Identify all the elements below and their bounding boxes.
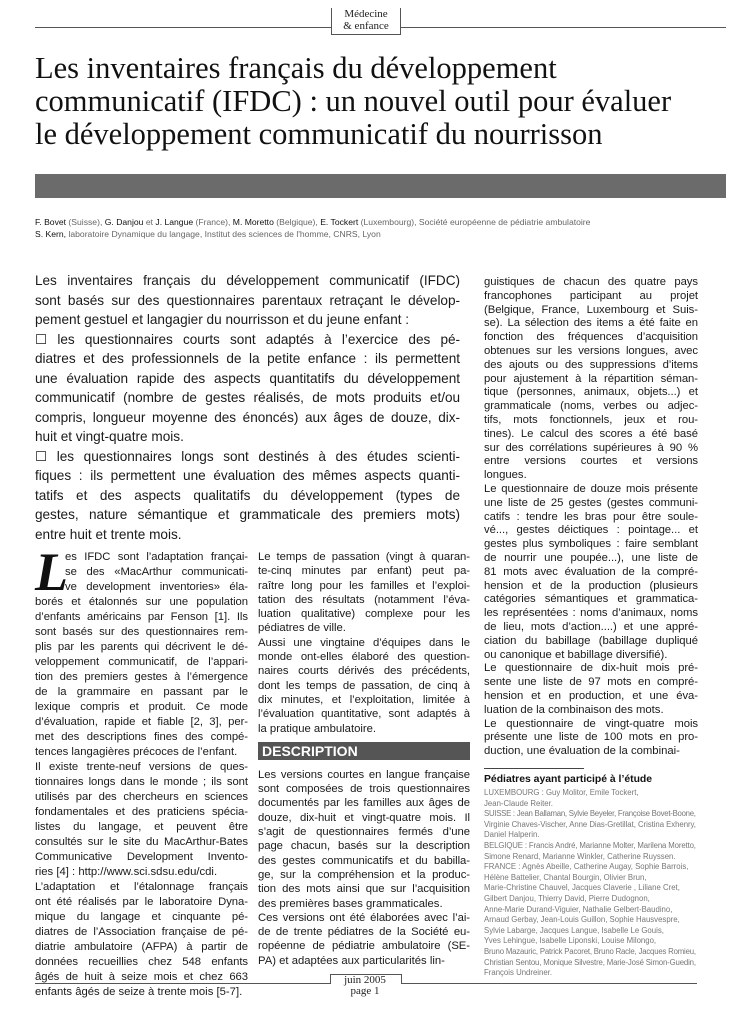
- text-line: Aussi une vingtaine d’équipes dans le: [258, 636, 470, 649]
- participant-line: Arnaud Gerbay, Jean-Louis Guillon, Sophie Hausvespre,: [484, 915, 680, 925]
- paragraph: [484, 718, 698, 759]
- participants-list: [484, 788, 698, 979]
- text-line: d’enfants américains par Fenson [1]. Ils: [35, 611, 248, 623]
- text-line: tences langagières précoces de l’enfant.: [35, 746, 238, 758]
- text-line: pédiatres de ville.: [258, 622, 346, 635]
- participants-box: [484, 768, 698, 979]
- authors-line-1: [35, 216, 590, 228]
- text-line: ries [4] : http://www.sci.sdsu.edu/cdi.: [35, 866, 218, 878]
- participant-line: SUISSE : Jean Ballaman, Sylvie Beyeler, Françoise Bovet-Boone,: [484, 809, 696, 819]
- text-line: vé..., gestes déictiques : pointage... et: [484, 524, 698, 537]
- author-affiliation: et: [143, 217, 156, 227]
- drop-cap: L: [35, 542, 68, 602]
- paragraph: [484, 662, 698, 717]
- text-line: diatres de l’Association française de pé-: [35, 926, 248, 938]
- text-line: monde ont-elles élaboré des question-: [258, 651, 470, 664]
- paragraph: [258, 911, 470, 968]
- author-name: M. Moretto: [232, 217, 274, 227]
- participant-line: Sylvie Labarge, Jacques Langue, Isabelle Le Gouis,: [484, 925, 664, 935]
- text-line: naires courts dérivés des précédents,: [258, 665, 470, 678]
- participant-line: Virginie Chaves-Vischer, Anne Dias-Gretillat, Cristina Exhenry,: [484, 819, 696, 829]
- participant-line: Yves Lehingue, Isabelle Liponski, Louise Milongo,: [484, 936, 657, 946]
- participant-line: Anne-Marie Durand-Viguier, Nathalie Gelbert-Baudino,: [484, 904, 673, 914]
- author-name: G. Danjou: [104, 217, 144, 227]
- text-line: listes du langage, et peuvent être: [35, 821, 248, 833]
- text-line: une évaluation rapide des aspects quantitatifs du développement: [35, 370, 460, 386]
- text-line: Les versions courtes en langue française: [258, 768, 470, 781]
- paragraph: [484, 276, 698, 483]
- text-line: PA) et adaptées aux particularités lin-: [258, 954, 445, 967]
- text-line: la pratique ambulatoire.: [258, 722, 377, 735]
- text-line: utilisés par des chercheurs en sciences: [35, 791, 248, 803]
- text-line: de lieu, mots d’action....) et une appré-: [484, 620, 698, 633]
- text-line: tique (personnes, animaux, objets...) et: [484, 386, 698, 399]
- text-line: huit et vingt-quatre mois.: [35, 429, 184, 444]
- text-line: luation de la combinaison des mots.: [484, 703, 664, 716]
- text-line: ☐ les questionnaires longs sont destinés à des études scienti-: [35, 448, 460, 464]
- authors: [35, 216, 590, 240]
- issue-date: juin 2005: [344, 974, 386, 986]
- text-line: L’adaptation et l’étalonnage français: [35, 881, 248, 893]
- author-name: S. Kern,: [35, 229, 67, 239]
- column-2-bottom: [258, 768, 470, 968]
- body-column-1: [35, 542, 248, 1000]
- paragraph: [35, 330, 460, 447]
- participant-line: Jean-Claude Reiter.: [484, 798, 553, 808]
- text-line: tatifs et des aspects qualitatifs du développement (types de: [35, 487, 460, 503]
- participant-line: Daniel Halperin.: [484, 830, 540, 840]
- participant-line: François Undreiner.: [484, 968, 553, 978]
- participant-line: Gilbert Danjou, Thierry David, Pierre Dudognon,: [484, 893, 650, 903]
- text-line: communicatif (nombre de gestes réalisés, de mots produits et/ou: [35, 390, 460, 405]
- text-line: raître long pour les familles et l’exploi-: [258, 579, 470, 592]
- magazine-name-line1: Médecine: [344, 8, 388, 20]
- participant-line: Marie-Christine Chauvel, Jacques Claverie , Liliane Cret,: [484, 883, 680, 893]
- text-line: diatrie ambulatoire (AFPA) à partir de: [35, 941, 248, 953]
- text-line: Le questionnaire de douze mois présente: [484, 482, 698, 495]
- text-line: longues.: [484, 469, 527, 482]
- text-line: francophones participant au projet: [484, 289, 698, 302]
- text-line: sont basés sur des questionnaires parentaux retraçant le dévelop-: [35, 292, 460, 308]
- participant-line: BELGIQUE : Francis André, Marianne Molter, Marilena Moretto,: [484, 840, 696, 850]
- text-line: entre huit et trente mois.: [35, 526, 182, 542]
- participant-line: Bruno Mazauric, Patrick Pacoret, Bruno Racle, Jacques Romieu,: [484, 946, 696, 956]
- author-affiliation: (Suisse),: [66, 217, 105, 227]
- text-line: ge, sur la compréhension et la produc-: [258, 868, 470, 881]
- text-line: ciation du babillage (babillage dupliqué: [484, 634, 698, 647]
- text-line: les représentées : noms d’animaux, noms: [484, 607, 698, 620]
- text-line: diatres et des professionnels de la petite enfance : ils permettent: [35, 351, 460, 366]
- text-line: grammaticale (noms, verbes ou adjec-: [484, 400, 698, 413]
- title-line: Les inventaires français du développement: [35, 51, 557, 85]
- text-line: dix minutes, et l’exploitation, limitée à: [258, 693, 470, 706]
- text-line: Le temps de passation (vingt à quaran-: [258, 551, 470, 563]
- text-line: mique du langage et cinquante pé-: [35, 911, 248, 923]
- page-number: page 1: [350, 985, 380, 997]
- text-line: duction, une évaluation de la combinai-: [484, 745, 680, 758]
- footer: [330, 975, 400, 999]
- text-line: es IFDC sont l’adaptation françai-: [65, 551, 248, 563]
- text-line: Ces versions ont été élaborées avec l’ai-: [258, 911, 470, 924]
- text-line: se des «MacArthur communicati-: [65, 566, 248, 578]
- paragraph: [35, 542, 248, 760]
- participant-line: FRANCE : Agnès Abeille, Catherine Augay, Sophie Barrois,: [484, 862, 689, 872]
- text-line: pement gestuel et langagier du nourrisson et du jeune enfant :: [35, 312, 410, 327]
- text-line: l’évaluation quantitative, sont adaptés à: [258, 708, 470, 721]
- text-line: compris, longueur moyenne des énoncés) aux âges de douze, dix-: [35, 409, 460, 425]
- text-line: catégories sémantiques et grammatica-: [484, 593, 698, 606]
- author-name: E. Tockert: [320, 217, 359, 227]
- text-line: ont été réalisés par le laboratoire Dyna-: [35, 896, 248, 908]
- paragraph: [35, 880, 248, 1000]
- author-name: F. Bovet: [35, 217, 67, 227]
- text-line: veloppement communicatif, de l’appari-: [35, 656, 248, 668]
- text-line: tifs, mots fonctionnels, jeux et rou-: [484, 413, 698, 426]
- author-affiliation: laboratoire Dynamique du langage, Institut des sciences de l'homme, CNRS, Lyon: [66, 229, 381, 239]
- text-line: Il existe trente-neuf versions de ques-: [35, 761, 248, 773]
- text-line: guistiques de chacun des quatre pays: [484, 276, 698, 288]
- text-line: sont composées de trois questionnaires: [258, 783, 470, 796]
- text-line: pour ajustement à la répartition séman-: [484, 372, 698, 385]
- text-line: douze, dix-huit et vingt-quatre mois. Il: [258, 811, 470, 824]
- text-line: tion des premiers gestes à l’émergence: [35, 671, 248, 683]
- text-line: borés et étalonnés sur une population: [35, 596, 248, 608]
- text-line: dont les temps de passation, de cinq à: [258, 679, 470, 692]
- text-line: catifs : tendre les bras pour être soule-: [484, 510, 698, 523]
- text-line: s’agit de questionnaires fermés d’une: [258, 826, 470, 839]
- text-line: ou canonique et babillage diversifié).: [484, 648, 668, 661]
- text-line: (Belgique, France, Luxembourg et Suis-: [484, 303, 698, 316]
- text-line: Le questionnaire de dix-huit mois pré-: [484, 662, 698, 675]
- text-line: te-cinq minutes par enfant) peut pa-: [258, 565, 470, 578]
- magazine-logo: [331, 8, 401, 35]
- text-line: fiques : ils permettent une évaluation des mêmes aspects quanti-: [35, 468, 460, 483]
- text-line: fondamentales et des praticiens spécia-: [35, 806, 248, 818]
- text-line: Communicative Development Invento-: [35, 851, 248, 863]
- text-line: Les inventaires français du développement communicatif (IFDC): [35, 273, 460, 288]
- paragraph: [258, 768, 470, 911]
- participant-line: Christian Sentou, Monique Silvestre, Marie-José Simon-Guedin,: [484, 957, 696, 967]
- text-line: tines). Le calcul des scores a été basé: [484, 427, 698, 440]
- text-line: une liste de 25 gestes (gestes communi-: [484, 496, 698, 509]
- title-line: le développement communicatif du nourrisson: [35, 117, 603, 151]
- text-line: luation qualitative) complexe pour les: [258, 608, 470, 621]
- title-divider-bar: [35, 174, 726, 198]
- column-2-top: [258, 550, 470, 736]
- paragraph: [35, 271, 460, 330]
- text-line: données recueillies chez 548 enfants: [35, 956, 248, 968]
- text-line: fonction des fréquences d’acquisition: [484, 331, 698, 344]
- paragraph: [258, 636, 470, 736]
- text-line: présente une liste de 100 mots en pro-: [484, 731, 698, 744]
- text-line: tionnaires longs dans le monde ; ils sont: [35, 776, 248, 788]
- text-line: sente une liste de 97 mots en compré-: [484, 676, 698, 689]
- text-line: de la grammaire en passant par le: [35, 686, 248, 698]
- author-affiliation: (France),: [193, 217, 233, 227]
- paragraph: [35, 447, 460, 545]
- author-affiliation: (Belgique),: [273, 217, 321, 227]
- text-line: tation des résultats (notamment l’éva-: [258, 593, 470, 606]
- text-line: se). La sélection des items a été faite en: [484, 317, 698, 330]
- section-heading-description: DESCRIPTION: [258, 742, 470, 760]
- text-line: sont basés sur des questionnaires rem-: [35, 626, 248, 638]
- text-line: documentés par les familles aux âges de: [258, 797, 470, 810]
- authors-line-2: [35, 228, 590, 240]
- text-line: ☐ les questionnaires courts sont adaptés à l’exercice des pé-: [35, 331, 460, 347]
- intro-abstract: [35, 271, 460, 544]
- text-line: 81 mots avec évaluation de la compré-: [484, 565, 698, 578]
- text-line: entre versions courtes et versions: [484, 455, 698, 468]
- paragraph: [258, 550, 470, 636]
- text-line: obtenues sur les versions longues, avec: [484, 344, 698, 357]
- text-line: lexique compris et produit. Ce mode: [35, 701, 248, 713]
- paragraph: [35, 760, 248, 880]
- text-line: d’évaluation, rapide et fiable [2, 3], per-: [35, 716, 248, 728]
- text-line: gestes, nature sémantique et grammaticale des premiers mots): [35, 507, 460, 522]
- author-name: J. Langue: [155, 217, 194, 227]
- text-line: Le questionnaire de vingt-quatre mois: [484, 717, 698, 730]
- magazine-name-line2: & enfance: [343, 20, 389, 32]
- text-line: hension et en production, et une éva-: [484, 689, 698, 702]
- participants-rule: [484, 768, 584, 769]
- participant-line: LUXEMBOURG : Guy Molitor, Emile Tockert,: [484, 788, 639, 797]
- paragraph: [484, 483, 698, 662]
- text-line: de nourrir une poupée...), une liste de: [484, 551, 698, 564]
- title-line: communicatif (IFDC) : un nouvel outil pour évaluer: [35, 84, 672, 118]
- participant-line: Hélène Battelier, Chantal Bourgin, Olivier Brun,: [484, 872, 647, 882]
- participant-line: Simone Renard, Marianne Winkler, Catherine Ruyssen.: [484, 851, 676, 861]
- text-line: âgés de huit à seize mois et chez 663: [35, 971, 248, 983]
- text-line: tion des mots ainsi que sur l’acquisition: [258, 883, 470, 896]
- text-line: des gestes communicatifs et du babilla-: [258, 854, 470, 867]
- text-line: ve development inventories» éla-: [65, 581, 248, 593]
- text-line: enfants âgés de seize à trente mois [5-7].: [35, 986, 243, 998]
- text-line: page chacun, basés sur la description: [258, 840, 470, 853]
- text-line: ropéenne de pédiatrie ambulatoire (SE-: [258, 940, 470, 953]
- text-line: met des descriptions fines des compé-: [35, 731, 248, 743]
- text-line: des ajouts ou des suppressions d’items: [484, 358, 698, 371]
- body-column-3: [484, 276, 698, 759]
- text-line: consultés sur le site du MacArthur-Bates: [35, 836, 248, 848]
- text-line: des premières bases grammaticales.: [258, 897, 443, 910]
- text-line: hension et de la production (plusieurs: [484, 579, 698, 592]
- text-line: de de trente pédiatres de la Société eu-: [258, 926, 470, 939]
- text-line: plis par les parents qui décrivent le dé-: [35, 641, 248, 653]
- participants-heading: Pédiatres ayant participé à l’étude: [484, 774, 653, 785]
- body-column-2: [258, 550, 470, 968]
- text-line: sur des corrélations supérieures à 90 %: [484, 441, 698, 454]
- text-line: gestes plus symboliques : faire semblant: [484, 538, 698, 551]
- article-title: [35, 52, 671, 151]
- author-affiliation: (Luxembourg), Société européenne de pédiatrie ambulatoire: [358, 217, 591, 227]
